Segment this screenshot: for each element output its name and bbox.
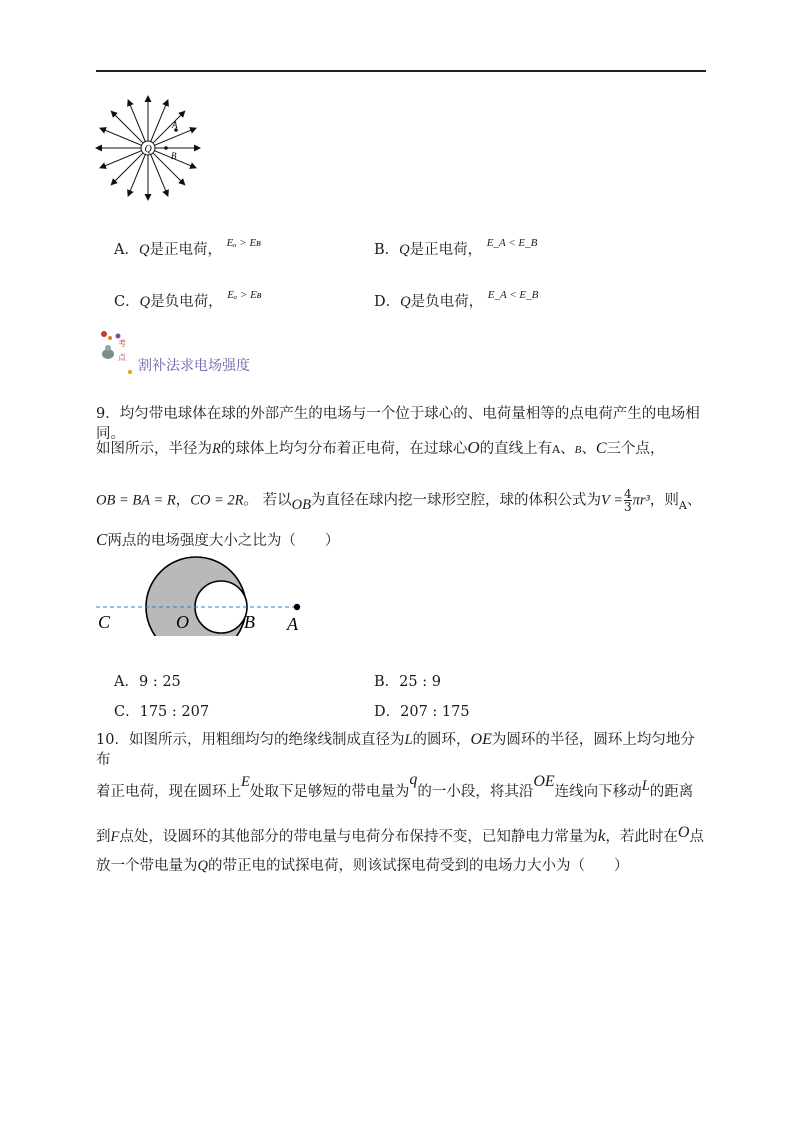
fig-b-label: B	[244, 612, 255, 632]
sphere-cavity-figure	[96, 556, 308, 636]
topic-icon	[96, 328, 136, 380]
q10-line4: 放一个带电量为Q的带正电的试探电荷，则该试探电荷受到的电场力大小为（ ）	[96, 858, 629, 874]
q9-option-d[interactable]: D．207 : 175	[374, 704, 470, 720]
svg-text:考: 考	[118, 339, 126, 348]
svg-text:点: 点	[118, 353, 126, 362]
q8-option-c[interactable]: C．Q是负电荷， $^{E_a > Eʙ}$	[114, 289, 262, 310]
q9-option-b[interactable]: B．25 : 9	[374, 674, 441, 690]
q10-line1: 10．如图所示，用粗细均匀的绝缘线制成直径为L的圆环，OE为圆环的半径，圆环上均匀地分布	[96, 731, 695, 768]
q8-option-a[interactable]: A．Q是正电荷， $^{E_a > Eʙ}$	[114, 237, 261, 258]
field-line	[100, 128, 142, 145]
field-line	[151, 100, 168, 142]
fig-a-label-2: A	[287, 614, 298, 634]
field-line	[151, 154, 168, 196]
fig-a-label: A	[172, 120, 178, 130]
field-line	[153, 111, 185, 143]
field-line	[153, 153, 185, 185]
q10-line2: 着正电荷，现在圆环上E处取下足够短的带电量为q的一小段，将其沿OE连线向下移动L的距离	[96, 771, 694, 800]
fig-o-label: O	[176, 612, 189, 632]
q9-line4: C两点的电场强度大小之比为（ ）	[96, 530, 340, 549]
q10-line3: 到F点处，设圆环的其他部分的带电量与电荷分布保持不变，已知静电力常量为k，若此时在O点	[96, 824, 704, 845]
field-line	[111, 153, 143, 185]
field-line	[128, 154, 145, 196]
q8-option-d[interactable]: D．Q是负电荷， $^{E\_A < E\_B}$	[374, 289, 539, 310]
topic-label: 割补法求电场强度	[138, 358, 250, 374]
field-lines-figure	[92, 92, 204, 204]
q9-line3: OB = BA = R，CO = 2R。 若以OB为直径在球内挖一球形空腔，球的体积公式为V = $\frac{4}{3}$ πr³，则$_A$、	[96, 487, 702, 514]
fig-c-label: C	[98, 612, 111, 632]
q9-line2: 如图所示，半径为R的球体上均匀分布着正电荷，在过球心O的直线上有A、B、C三个点，	[96, 438, 665, 457]
q8-option-b[interactable]: B．Q是正电荷， $^{E\_A < E\_B}$	[374, 237, 538, 258]
fig-b-label: B	[171, 151, 177, 161]
fig-q-label: Q	[144, 144, 152, 155]
field-line	[100, 151, 142, 168]
header-rule	[96, 70, 706, 72]
q9-option-a[interactable]: A．9 : 25	[114, 674, 181, 690]
field-line	[128, 100, 145, 142]
q9-line1: 9．均匀带电球体在球的外部产生的电场与一个位于球心的、电荷量相等的点电荷产生的电场相同。	[96, 406, 700, 442]
q9-option-c[interactable]: C．175 : 207	[114, 704, 210, 720]
field-line	[111, 111, 143, 143]
